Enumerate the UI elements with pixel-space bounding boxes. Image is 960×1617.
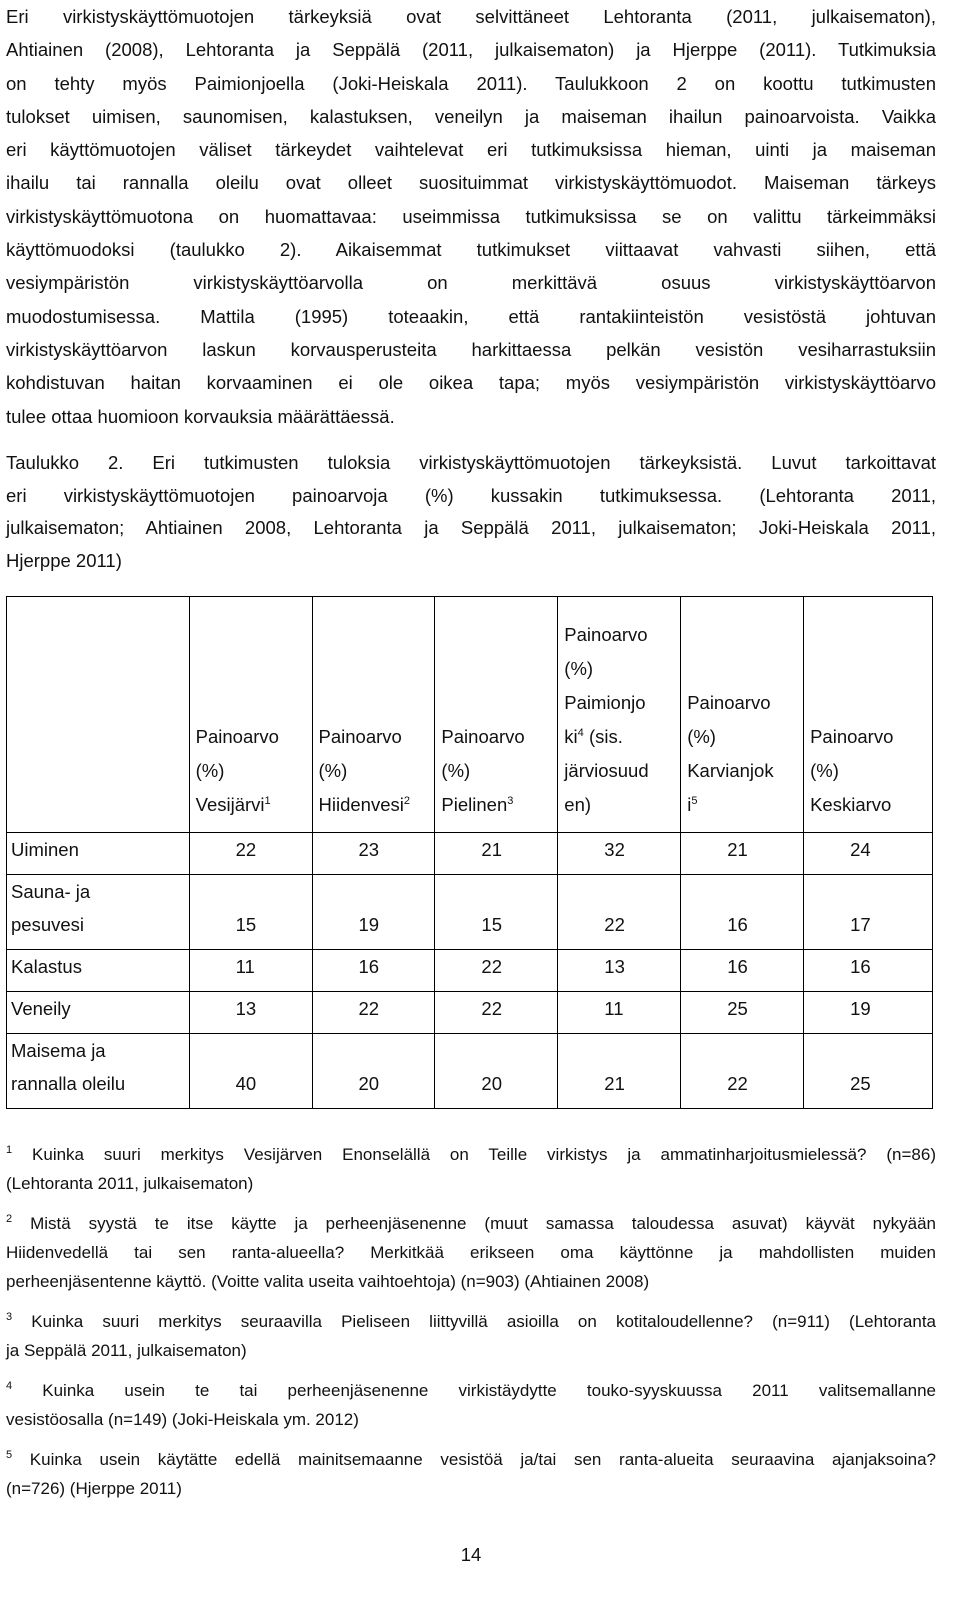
column-header-line: (%) bbox=[318, 760, 348, 781]
footnote-line bbox=[6, 1169, 936, 1198]
column-header-line: Karvianjok bbox=[687, 760, 774, 781]
footnote bbox=[6, 1140, 936, 1198]
column-header-line: Painoarvo bbox=[810, 726, 894, 747]
row-label-line: rannalla oleilu bbox=[11, 1073, 126, 1094]
table-cell: 23 bbox=[312, 833, 435, 875]
table-corner-cell bbox=[7, 597, 190, 833]
column-header bbox=[804, 597, 933, 833]
footnote-text: vesistöosalla (n=149) (Joki-Heiskala ym. 2012) bbox=[6, 1410, 359, 1429]
intro-line: muodostumisessa. Mattila (1995) toteaakin, että rantakiinteistön vesistöstä johtuvan bbox=[6, 305, 936, 327]
table-cell: 32 bbox=[558, 833, 681, 875]
table-cell: 25 bbox=[804, 1034, 933, 1109]
column-header-line: (%) bbox=[564, 658, 594, 679]
footnote-text: ja Seppälä 2011, julkaisematon) bbox=[6, 1341, 247, 1360]
column-header-line: Hiidenvesi$^2$ bbox=[318, 794, 410, 815]
table-cell: 22 bbox=[189, 833, 312, 875]
intro-line: virkistyskäyttöarvon laskun korvausperusteita harkittaessa pelkän vesistön vesiharrastuksiin bbox=[6, 338, 936, 360]
table-row bbox=[7, 875, 933, 950]
column-header-line: $ki^4$ (sis. bbox=[564, 726, 623, 747]
footnote-line bbox=[6, 1445, 936, 1474]
footnote bbox=[6, 1376, 936, 1434]
column-header-line: Paimionjo bbox=[564, 692, 646, 713]
column-header-line: (%) bbox=[441, 760, 471, 781]
footnote-line bbox=[6, 1209, 936, 1238]
table-cell: 15 bbox=[189, 875, 312, 950]
table-cell: 17 bbox=[804, 875, 933, 950]
table-cell: 24 bbox=[804, 833, 933, 875]
table-cell: 16 bbox=[804, 950, 933, 992]
intro-line: on tehty myös Paimionjoella (Joki-Heiskala 2011). Taulukkoon 2 on koottu tutkimusten bbox=[6, 72, 936, 94]
column-header-line: $i^5$ bbox=[687, 794, 698, 815]
footnote bbox=[6, 1209, 936, 1296]
page-number: 14 bbox=[460, 1544, 482, 1565]
table-header-row bbox=[7, 597, 933, 833]
table-cell: 25 bbox=[681, 992, 804, 1034]
table-cell: 16 bbox=[681, 875, 804, 950]
results-table bbox=[6, 596, 933, 1109]
column-header-line: (%) bbox=[810, 760, 839, 781]
footnote-text: (n=726) (Hjerppe 2011) bbox=[6, 1479, 182, 1498]
footnote-text: Mistä syystä te itse käytte ja perheenjäsenenne (muut samassa taloudessa asuvat) käyvät nykyään bbox=[30, 1214, 936, 1233]
column-header bbox=[435, 597, 558, 833]
table-cell: 21 bbox=[435, 833, 558, 875]
footnote-number: 1 bbox=[6, 1144, 13, 1156]
row-label-line: pesuvesi bbox=[11, 914, 85, 935]
row-label-line: Kalastus bbox=[11, 956, 82, 977]
footnote bbox=[6, 1307, 936, 1365]
footnote-number: 3 bbox=[6, 1311, 13, 1323]
row-label-line: Sauna- ja bbox=[11, 881, 91, 902]
intro-line: Eri virkistyskäyttömuotojen tärkeyksiä ovat selvittäneet Lehtoranta (2011, julkaisematon), bbox=[6, 6, 936, 27]
intro-line: virkistyskäyttömuotona on huomattavaa: useimmissa tutkimuksissa se on valittu tärkeimmäksi bbox=[6, 205, 936, 227]
table-cell: 40 bbox=[189, 1034, 312, 1109]
footnote-text: Kuinka usein käytätte edellä mainitsemaanne vesistöä ja/tai sen ranta-alueita seuraavina ajanjaksoina? bbox=[29, 1450, 936, 1469]
caption-line: julkaisematon; Ahtiainen 2008, Lehtoranta ja Seppälä 2011, julkaisematon; Joki-Heiskala 2011, bbox=[6, 517, 936, 538]
footnote-line bbox=[6, 1376, 936, 1405]
table-cell: 11 bbox=[558, 992, 681, 1034]
row-label-line: Uiminen bbox=[11, 839, 79, 860]
column-header-line: (%) bbox=[687, 726, 716, 747]
row-label bbox=[7, 875, 190, 950]
table-cell: 22 bbox=[435, 950, 558, 992]
column-header-line: Vesijärvi$^1$ bbox=[195, 794, 271, 815]
footnote-number: 5 bbox=[6, 1449, 13, 1461]
footnote-line bbox=[6, 1336, 936, 1365]
column-header-line: järviosuud bbox=[564, 760, 649, 781]
footnote-line bbox=[6, 1307, 936, 1336]
table-row bbox=[7, 950, 933, 992]
row-label bbox=[7, 833, 190, 875]
table-cell: 21 bbox=[681, 833, 804, 875]
table-cell: 22 bbox=[681, 1034, 804, 1109]
footnote-marker: 1 bbox=[264, 795, 271, 807]
table-cell: 16 bbox=[681, 950, 804, 992]
intro-line: käyttömuodoksi (taulukko 2). Aikaisemmat tutkimukset viittaavat vahvasti siihen, että bbox=[6, 239, 936, 261]
column-header bbox=[312, 597, 435, 833]
table-cell: 13 bbox=[189, 992, 312, 1034]
column-header-line: Painoarvo bbox=[564, 624, 648, 645]
intro-line: Ahtiainen (2008), Lehtoranta ja Seppälä (2011, julkaisematon) ja Hjerppe (2011). Tutkimuksia bbox=[6, 39, 936, 61]
footnote-line bbox=[6, 1474, 936, 1503]
intro-line: eri käyttömuotojen väliset tärkeydet vaihtelevat eri tutkimuksissa hieman, uinti ja maiseman bbox=[6, 139, 936, 161]
column-header-line: Painoarvo bbox=[441, 726, 525, 747]
column-header-line: Painoarvo bbox=[318, 726, 402, 747]
footnote-marker: 4 bbox=[577, 727, 584, 739]
column-header-line: Painoarvo bbox=[195, 726, 279, 747]
caption-line: Taulukko 2. Eri tutkimusten tuloksia virkistyskäyttömuotojen tärkeyksistä. Luvut tarkoittavat bbox=[6, 452, 936, 473]
footnote bbox=[6, 1445, 936, 1503]
table-cell: 19 bbox=[312, 875, 435, 950]
footnote-marker: 5 bbox=[691, 795, 698, 807]
column-header bbox=[681, 597, 804, 833]
column-header-line: (sis. bbox=[588, 726, 623, 747]
table-cell: 16 bbox=[312, 950, 435, 992]
table-row bbox=[7, 833, 933, 875]
row-label bbox=[7, 950, 190, 992]
footnote-text: Kuinka suuri merkitys Vesijärven Enonselällä on Teille virkistys ja ammatinharjoitusmielessä? (n=86) bbox=[32, 1145, 936, 1164]
table-cell: 19 bbox=[804, 992, 933, 1034]
table-caption bbox=[6, 447, 936, 577]
row-label-line: Maisema ja bbox=[11, 1040, 106, 1061]
row-label-line: Veneily bbox=[11, 998, 71, 1019]
footnote-line bbox=[6, 1238, 936, 1267]
column-header-line: en) bbox=[564, 794, 592, 815]
table-cell: 22 bbox=[558, 875, 681, 950]
table-cell: 20 bbox=[312, 1034, 435, 1109]
column-header-line: Keskiarvo bbox=[810, 794, 892, 815]
table-cell: 15 bbox=[435, 875, 558, 950]
table-cell: 22 bbox=[312, 992, 435, 1034]
intro-line: kohdistuvan haitan korvaaminen ei ole oikea tapa; myös vesiympäristön virkistyskäyttöarvo bbox=[6, 372, 936, 394]
intro-line: vesiympäristön virkistyskäyttöarvolla on merkittävä osuus virkistyskäyttöarvon bbox=[6, 272, 936, 294]
row-label bbox=[7, 1034, 190, 1109]
footnote-text: Hiidenvedellä tai sen ranta-alueella? Merkitkää erikseen oma käyttönne ja mahdollisten muiden bbox=[6, 1243, 936, 1262]
footnote-line bbox=[6, 1405, 936, 1434]
intro-line: ihailu tai rannalla oleilu ovat olleet suosituimmat virkistyskäyttömuodot. Maiseman tärkeys bbox=[6, 172, 936, 194]
column-header-line: (%) bbox=[195, 760, 225, 781]
caption-line: eri virkistyskäyttömuotojen painoarvoja (%) kussakin tutkimuksessa. (Lehtoranta 2011, bbox=[6, 484, 936, 506]
footnote-text: (Lehtoranta 2011, julkaisematon) bbox=[6, 1174, 254, 1193]
table-cell: 11 bbox=[189, 950, 312, 992]
caption-line: Hjerppe 2011) bbox=[6, 549, 122, 571]
column-header-line: Pielinen$^3$ bbox=[441, 794, 514, 815]
footnote-line bbox=[6, 1267, 936, 1296]
table-cell: 13 bbox=[558, 950, 681, 992]
column-header bbox=[189, 597, 312, 833]
intro-paragraph bbox=[6, 0, 936, 433]
footnote-text: perheenjäsentenne käyttö. (Voitte valita useita vaihtoehtoja) (n=903) (Ahtiainen 2008) bbox=[6, 1272, 650, 1291]
table-row bbox=[7, 1034, 933, 1109]
footnote-line bbox=[6, 1140, 936, 1169]
footnote-number: 2 bbox=[6, 1213, 13, 1225]
column-header-line: Painoarvo bbox=[687, 692, 771, 713]
footnote-marker: 3 bbox=[507, 795, 514, 807]
intro-line: tulokset uimisen, saunomisen, kalastuksen, veneilyn ja maiseman ihailun painoarvoista. Vaikka bbox=[6, 105, 936, 127]
footnote-marker: 2 bbox=[403, 795, 410, 807]
column-header bbox=[558, 597, 681, 833]
table-cell: 22 bbox=[435, 992, 558, 1034]
row-label bbox=[7, 992, 190, 1034]
intro-line: tulee ottaa huomioon korvauksia määrättäessä. bbox=[6, 405, 395, 427]
table-cell: 20 bbox=[435, 1034, 558, 1109]
footnote-text: Kuinka suuri merkitys seuraavilla Pieliseen liittyvillä asioilla on kotitaloudellenne? (n=911) (Lehtoranta bbox=[31, 1312, 936, 1331]
footnote-text: Kuinka usein te tai perheenjäsenenne virkistäydytte touko-syyskuussa 2011 valitsemallanne bbox=[42, 1381, 936, 1400]
footnote-number: 4 bbox=[6, 1380, 13, 1392]
table-cell: 21 bbox=[558, 1034, 681, 1109]
footnotes bbox=[6, 1140, 936, 1514]
table-row bbox=[7, 992, 933, 1034]
